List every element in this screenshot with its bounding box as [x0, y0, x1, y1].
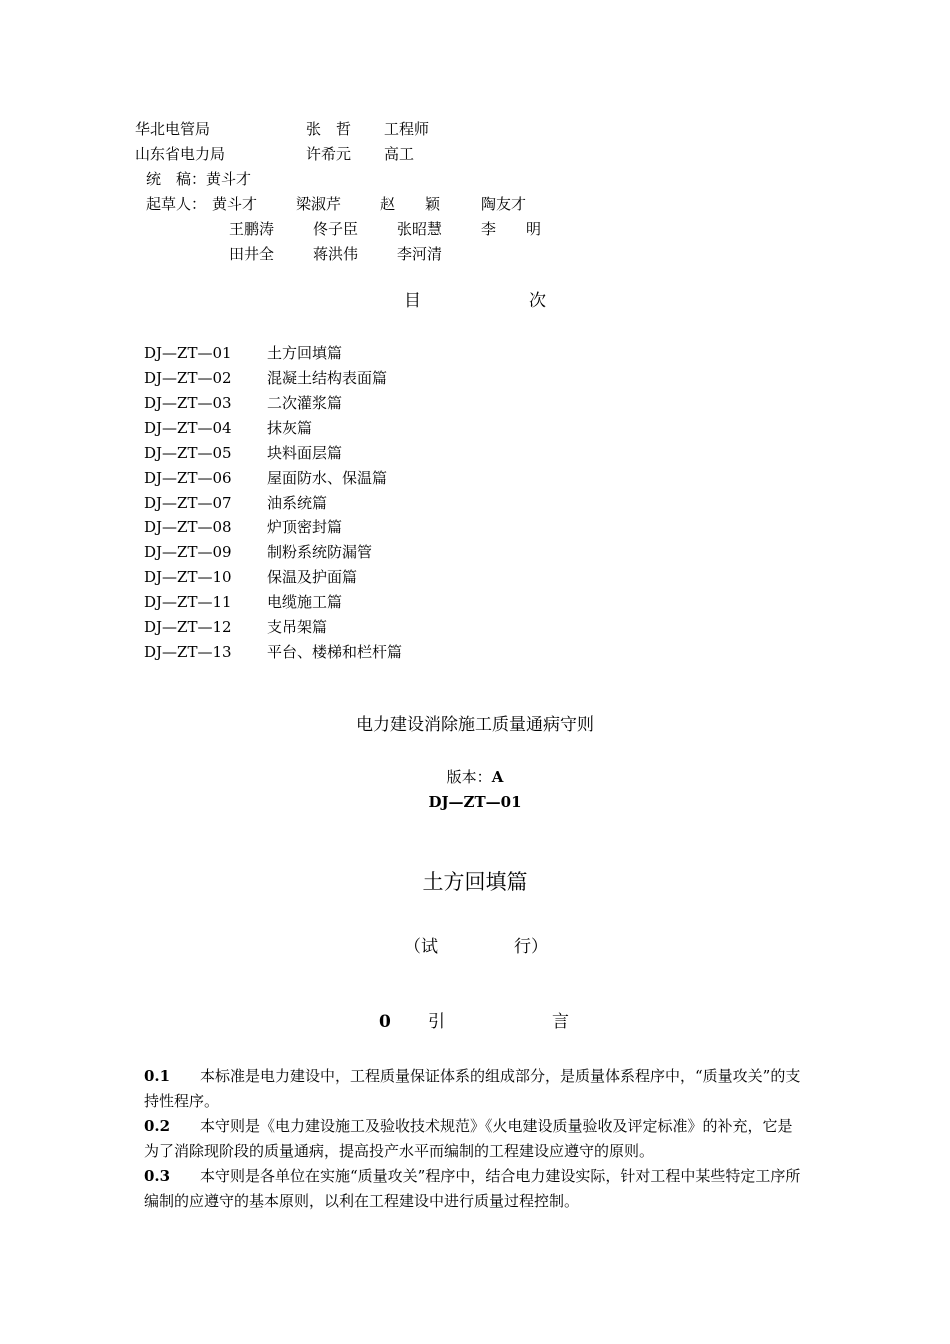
version-line — [0, 767, 950, 787]
contributor-name: 许希元 — [306, 145, 352, 163]
toc-code: DJ—ZT—09 — [144, 543, 232, 561]
toc-code: DJ—ZT—11 — [144, 593, 232, 611]
paragraph — [144, 1114, 804, 1164]
document-title: 电力建设消除施工质量通病守则 — [356, 715, 594, 735]
toc-code: DJ—ZT—13 — [144, 643, 232, 661]
paragraph-text: 本标准是电力建设中，工程质量保证体系的组成部分，是质量体系程序中，“质量攻关”的支持性程序。 — [144, 1067, 801, 1110]
toc-title: 支吊架篇 — [267, 618, 328, 636]
toc-code: DJ—ZT—01 — [144, 344, 232, 362]
intro-heading-right: 言 — [552, 1012, 569, 1032]
trial-left: （试 — [404, 937, 438, 957]
editor-line — [146, 169, 251, 189]
contributor-name: 张 哲 — [306, 120, 352, 138]
toc-title: 电缆施工篇 — [267, 593, 343, 611]
toc-code: DJ—ZT—02 — [144, 369, 232, 387]
drafter-name: 王鹏涛 — [229, 220, 275, 238]
paragraph — [144, 1064, 804, 1114]
paragraph — [144, 1164, 804, 1214]
drafter-name: 李 明 — [481, 220, 542, 238]
drafter-name: 田井全 — [229, 245, 275, 263]
drafter-name: 蒋洪伟 — [313, 245, 359, 263]
toc-title: 炉顶密封篇 — [267, 518, 343, 536]
drafter-name: 陶友才 — [481, 195, 527, 213]
paragraph-number: 0.2 — [144, 1117, 171, 1135]
toc-code: DJ—ZT—06 — [144, 469, 232, 487]
drafters-label: 起草人： — [146, 195, 207, 213]
contributor-org: 华北电管局 — [135, 120, 211, 138]
drafter-name: 赵 颖 — [380, 195, 441, 213]
toc-title: 保温及护面篇 — [267, 568, 358, 586]
editor-label: 统 稿： — [146, 170, 207, 188]
contributor-title: 工程师 — [384, 120, 430, 138]
paragraph-text: 本守则是各单位在实施“质量攻关”程序中，结合电力建设实际，针对工程中某些特定工序所编制的应遵守的基本原则，以利在工程建设中进行质量过程控制。 — [144, 1167, 801, 1210]
intro-number: 0 — [379, 1012, 391, 1032]
toc-code: DJ—ZT—05 — [144, 444, 232, 462]
version-value: A — [491, 768, 504, 786]
paragraph-number: 0.3 — [144, 1167, 171, 1185]
toc-title: 平台、楼梯和栏杆篇 — [267, 643, 403, 661]
toc-title: 土方回填篇 — [267, 344, 343, 362]
drafter-name: 张昭慧 — [397, 220, 443, 238]
toc-title: 油系统篇 — [267, 494, 328, 512]
toc-code: DJ—ZT—04 — [144, 419, 232, 437]
paragraph-text: 本守则是《电力建设施工及验收技术规范》《火电建设质量验收及评定标准》的补充，它是为了消除现阶段的质量通病，提高投产水平而编制的工程建设应遵守的原则。 — [144, 1117, 793, 1160]
toc-title: 块料面层篇 — [267, 444, 343, 462]
toc-heading-left: 目 — [404, 291, 421, 311]
toc-code: DJ—ZT—10 — [144, 568, 232, 586]
drafter-name: 梁淑芹 — [296, 195, 342, 213]
toc-title: 混凝土结构表面篇 — [267, 369, 388, 387]
trial-right: 行） — [514, 937, 548, 957]
editor-name: 黄斗才 — [206, 170, 252, 188]
intro-heading-left: 引 — [428, 1012, 445, 1032]
toc-code: DJ—ZT—03 — [144, 394, 232, 412]
version-label: 版本： — [446, 768, 492, 786]
toc-title: 制粉系统防漏管 — [267, 543, 373, 561]
toc-title: 二次灌浆篇 — [267, 394, 343, 412]
toc-code: DJ—ZT—08 — [144, 518, 232, 536]
drafter-name: 黄斗才 — [212, 195, 258, 213]
toc-title: 屋面防水、保温篇 — [267, 469, 388, 487]
contributor-title: 高工 — [384, 145, 415, 163]
toc-code: DJ—ZT—07 — [144, 494, 232, 512]
toc-title: 抹灰篇 — [267, 419, 313, 437]
drafter-name: 李河清 — [397, 245, 443, 263]
document-code: DJ—ZT—01 — [428, 793, 522, 811]
paragraph-number: 0.1 — [144, 1067, 171, 1085]
contributor-org: 山东省电力局 — [135, 145, 226, 163]
toc-code: DJ—ZT—12 — [144, 618, 232, 636]
drafter-name: 佟子臣 — [313, 220, 359, 238]
section-title: 土方回填篇 — [422, 870, 528, 894]
toc-heading-right: 次 — [529, 291, 546, 311]
